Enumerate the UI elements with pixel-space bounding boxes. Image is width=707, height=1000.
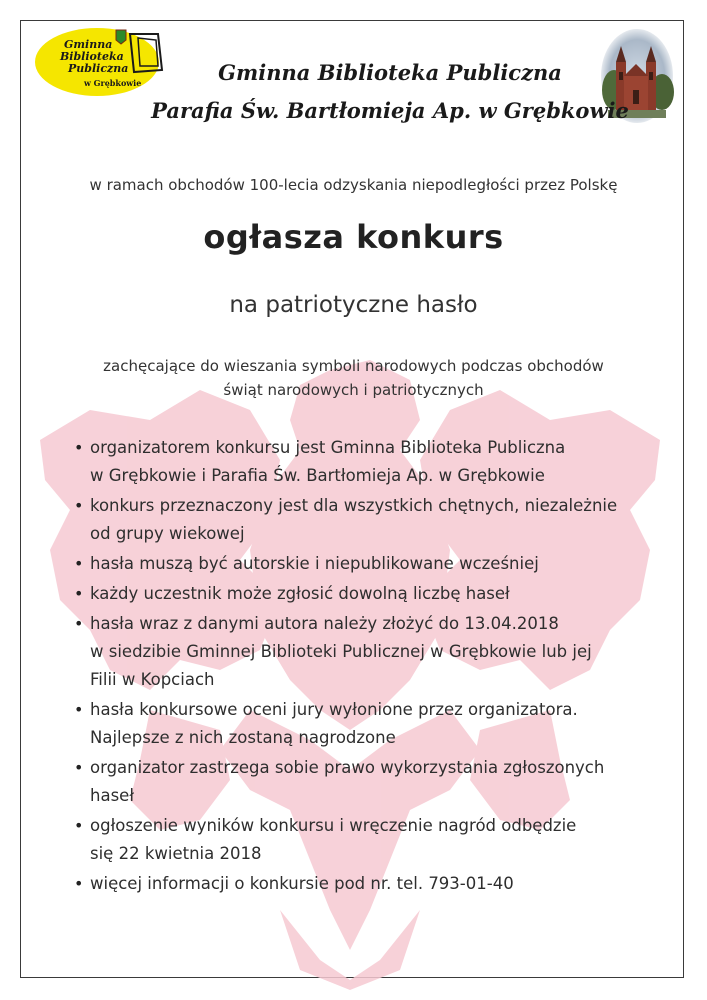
rule-item xyxy=(72,492,672,548)
rule-1-line-2: w Grębkowie i Parafia Św. Bartłomieja Ap. w Grębkowie xyxy=(90,466,545,485)
rules-list xyxy=(72,434,672,900)
rule-item xyxy=(72,434,672,490)
rule-8-line-1: • ogłoszenie wyników konkursu i wręczenie nagród odbędzie xyxy=(90,816,577,835)
rule-6-line-1: • hasła konkursowe oceni jury wyłonione przez organizatora. xyxy=(90,700,578,719)
description-line-2: świąt narodowych i patriotycznych xyxy=(223,381,484,399)
rule-8-line-2: się 22 kwietnia 2018 xyxy=(90,844,262,863)
rule-5-line-3: Filii w Kopciach xyxy=(90,670,215,689)
rule-7-line-2: haseł xyxy=(90,786,135,805)
logo-line-4: w Grębkowie xyxy=(84,78,142,88)
rule-item xyxy=(72,812,672,868)
rule-item xyxy=(72,580,672,608)
rule-5-line-2: w siedzibie Gminnej Biblioteki Publicznej w Grębkowie lub jej xyxy=(90,642,592,661)
header-title-line-2: Parafia Św. Bartłomieja Ap. w Grębkowie xyxy=(151,98,629,123)
subheadline: na patriotyczne hasło xyxy=(229,292,478,318)
rule-4-line-1: • każdy uczestnik może zgłosić dowolną liczbę haseł xyxy=(90,584,510,603)
rule-1-line-1: • organizatorem konkursu jest Gminna Biblioteka Publiczna xyxy=(90,438,566,457)
rule-item xyxy=(72,870,672,898)
rule-item xyxy=(72,610,672,694)
rule-7-line-1: • organizator zastrzega sobie prawo wykorzystania zgłoszonych xyxy=(90,758,605,777)
rule-item xyxy=(72,754,672,810)
description xyxy=(0,354,707,402)
rule-5-line-1: • hasła wraz z danymi autora należy złożyć do 13.04.2018 xyxy=(90,614,559,633)
rule-2-line-2: od grupy wiekowej xyxy=(90,524,245,543)
rule-9-line-1: • więcej informacji o konkursie pod nr. tel. 793-01-40 xyxy=(90,874,514,893)
intro-text: w ramach obchodów 100-lecia odzyskania niepodległości przez Polskę xyxy=(89,176,618,194)
description-line-1: zachęcające do wieszania symboli narodowych podczas obchodów xyxy=(103,357,604,375)
rule-item xyxy=(72,550,672,578)
headline: ogłasza konkurs xyxy=(203,218,504,256)
rule-3-line-1: • hasła muszą być autorskie i niepublikowane wcześniej xyxy=(90,554,539,573)
rule-2-line-1: • konkurs przeznaczony jest dla wszystkich chętnych, niezależnie xyxy=(90,496,618,515)
rule-item xyxy=(72,696,672,752)
rule-6-line-2: Najlepsze z nich zostaną nagrodzone xyxy=(90,728,396,747)
logo-line-1: Gminna xyxy=(64,38,113,51)
logo-line-3: Publiczna xyxy=(68,62,129,75)
logo-line-2: Biblioteka xyxy=(60,50,124,63)
header-title-line-1: Gminna Biblioteka Publiczna xyxy=(218,60,562,85)
